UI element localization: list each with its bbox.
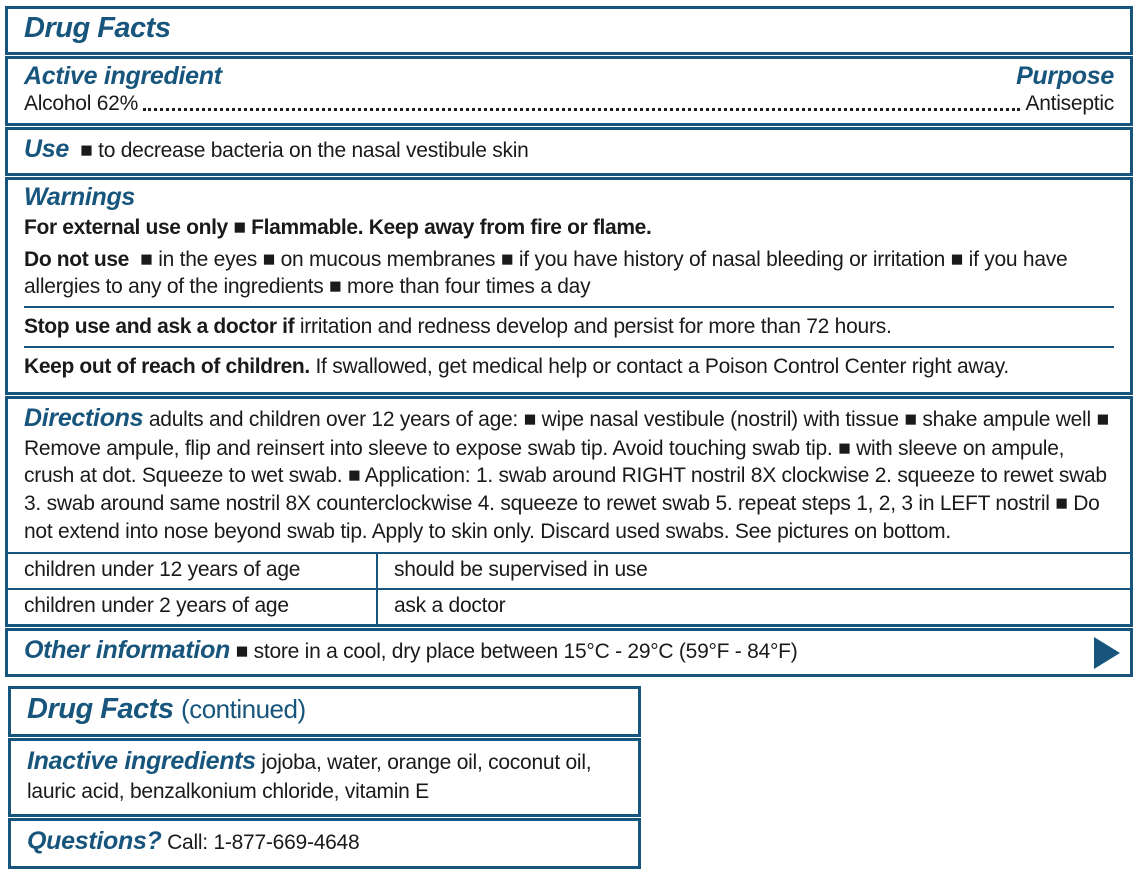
other-information-text: ■ store in a cool, dry place between 15°C - 29°C (59°F - 84°F)	[235, 640, 798, 664]
drug-facts-panel	[5, 6, 1133, 677]
table-row	[8, 588, 1130, 624]
other-information-heading: Other information	[24, 636, 231, 665]
page-title: Drug Facts	[24, 12, 171, 44]
use-text: ■ to decrease bacteria on the nasal vestibule skin	[80, 139, 529, 162]
active-ingredient-name: Alcohol 62%	[24, 92, 138, 115]
continued-title-main: Drug Facts	[27, 693, 174, 726]
table-cell-instruction: should be supervised in use	[394, 558, 648, 582]
use-line	[24, 133, 1114, 166]
table-row	[8, 554, 1130, 588]
drug-facts-continued-panel	[8, 686, 641, 869]
active-ingredient-heading: Active ingredient	[24, 62, 222, 90]
warnings-section	[5, 177, 1133, 395]
stop-use-text: irritation and redness develop and persist for more than 72 hours.	[299, 315, 892, 339]
purpose-heading: Purpose	[1016, 62, 1114, 90]
continued-title-section	[8, 686, 641, 737]
do-not-use-items: ■ in the eyes ■ on mucous membranes ■ if you have history of nasal bleeding or irritation ■ if you have allergies to any of the ingredients ■ more than four times a day	[24, 247, 1068, 299]
active-ingredient-section	[5, 56, 1133, 126]
directions-section	[5, 396, 1133, 628]
table-cell-condition: children under 2 years of age	[8, 590, 378, 624]
do-not-use-lead: Do not use	[24, 247, 129, 271]
inactive-ingredients-heading: Inactive ingredients	[27, 747, 256, 776]
title-section	[5, 6, 1133, 55]
active-ingredient-header-row	[24, 62, 1114, 91]
other-information-section	[5, 628, 1133, 677]
warnings-divider	[24, 306, 1114, 308]
keep-out-lead: Keep out of reach of children.	[24, 354, 310, 378]
directions-text: adults and children over 12 years of age: ■ wipe nasal vestibule (nostril) with tissue ■ shake ampule well ■ Remove ampule, flip and reinsert into sleeve to expose swab tip. Avoid touching swab tip. ■ with sleeve on ampule, crush at dot. Squeeze to wet swab. ■ Application: 1. swab around RIGHT nostril 8X clockwise 2. squeeze to rewet swab 3. swab around same nostril 8X counterclockwise 4. squeeze to rewet swab 5. repeat steps 1, 2, 3 in LEFT nostril ■ Do not extend into nose beyond swab tip. Apply to skin only. Discard used swabs. See pictures on bottom.	[24, 407, 1109, 543]
warnings-divider-2	[24, 346, 1114, 348]
inactive-ingredients-text: jojoba, water, orange oil, coconut oil, lauric acid, benzalkonium chloride, vitamin E	[27, 751, 592, 804]
warnings-heading: Warnings	[24, 183, 136, 211]
table-cell-condition: children under 12 years of age	[8, 554, 378, 588]
dosage-table	[8, 552, 1130, 624]
directions-heading: Directions	[24, 403, 144, 432]
active-ingredient-row	[24, 92, 1114, 116]
other-information-line	[24, 634, 1070, 667]
questions-heading: Questions?	[27, 827, 162, 856]
questions-section	[8, 818, 641, 869]
continued-title	[27, 693, 622, 726]
keep-out-warning	[24, 353, 1114, 381]
dot-leader	[143, 108, 1020, 111]
continue-arrow-icon	[1094, 637, 1120, 669]
flammable-warning	[24, 214, 1114, 242]
flammable-warning-text: For external use only ■ Flammable. Keep away from fire or flame.	[24, 216, 652, 239]
use-section	[5, 127, 1133, 176]
directions-paragraph	[24, 402, 1114, 546]
inactive-ingredients-section	[8, 738, 641, 817]
stop-use-warning	[24, 313, 1114, 341]
questions-line	[27, 825, 622, 858]
purpose-value: Antiseptic	[1025, 92, 1114, 115]
inactive-ingredients-line	[27, 745, 622, 806]
questions-text: Call: 1-877-669-4648	[167, 831, 360, 855]
continued-title-suffix: (continued)	[181, 694, 306, 725]
stop-use-lead: Stop use and ask a doctor if	[24, 315, 295, 339]
keep-out-text: If swallowed, get medical help or contact a Poison Control Center right away.	[315, 354, 1010, 378]
use-heading: Use	[24, 135, 69, 163]
table-cell-instruction: ask a doctor	[394, 594, 506, 618]
do-not-use-warning	[24, 246, 1114, 301]
